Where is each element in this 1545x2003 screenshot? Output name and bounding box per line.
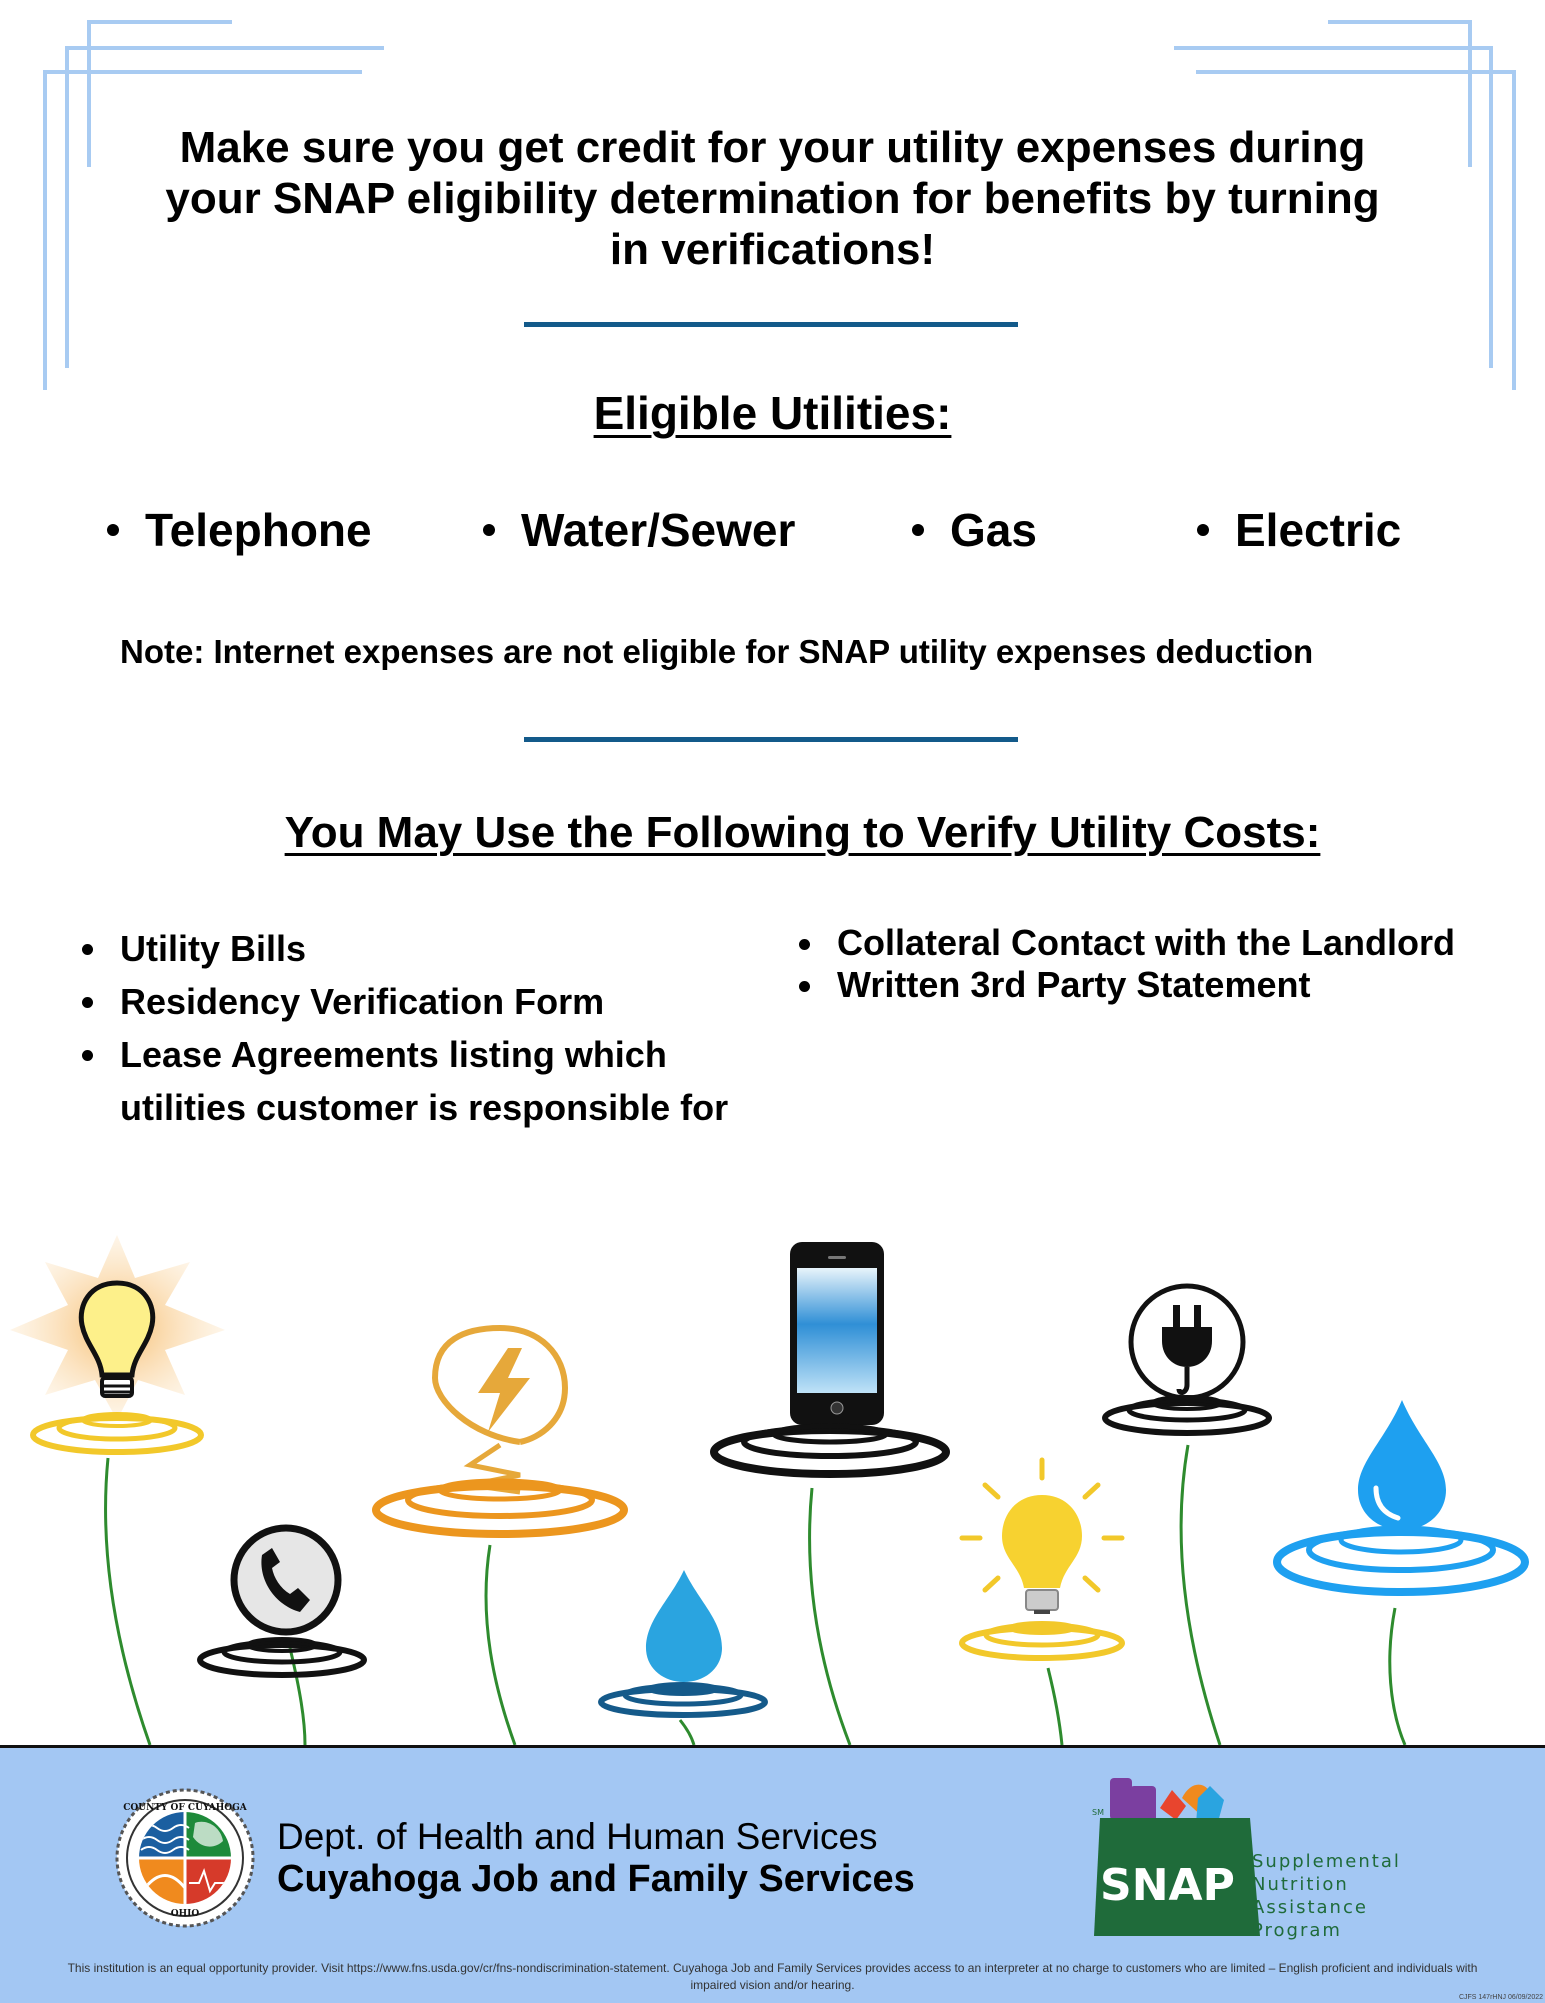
internet-note: Note: Internet expenses are not eligible for SNAP utility expenses deduction <box>120 633 1314 670</box>
seal-bottom-text: OHIO <box>170 1909 200 1919</box>
list-item: Residency Verification Form <box>82 975 782 1028</box>
county-seal-logo <box>115 1788 255 1928</box>
list-item: Utility Bills <box>82 922 782 975</box>
snap-word: Supplemental <box>1252 1851 1401 1872</box>
water-drop-icon <box>1277 1400 1525 1592</box>
snap-program-name <box>1252 1850 1401 1942</box>
eligible-utilities-heading: Eligible Utilities: <box>593 387 952 439</box>
utility-item-electric: Electric <box>1197 500 1401 560</box>
footer <box>0 1745 1545 2003</box>
divider-rule <box>524 737 1018 742</box>
verification-list-left <box>82 922 782 1134</box>
form-code: CJFS 147rHNJ 06/09/2022 <box>1458 1994 1543 2001</box>
utility-item-water-sewer: Water/Sewer <box>483 500 795 560</box>
phone-handset-icon <box>200 1528 364 1675</box>
dept-name: Dept. of Health and Human Services <box>277 1816 878 1857</box>
verification-list-right <box>799 922 1519 1006</box>
verify-heading: You May Use the Following to Verify Utility Costs: <box>284 808 1321 857</box>
water-drop-icon <box>601 1570 765 1715</box>
snap-word: Nutrition <box>1252 1874 1349 1895</box>
agency-name: Cuyahoga Job and Family Services <box>277 1858 915 1900</box>
utility-item-gas: Gas <box>912 500 1037 560</box>
headline: Make sure you get credit for your utility expenses during your SNAP eligibility determination for benefits by turning in verifications! <box>165 123 1380 274</box>
snap-word: Program <box>1252 1920 1342 1941</box>
list-item: Written 3rd Party Statement <box>799 964 1519 1006</box>
smartphone-icon <box>714 1242 946 1474</box>
nondiscrimination-statement: This institution is an equal opportunity provider. Visit https://www.fns.usda.gov/cr/fns-nondiscrimination-statement. Cuyahoga Job and Family Services provides access to an interpreter at no charge to customers who are limited – English proficient and individuals with impaired vision and/or hearing. <box>67 1961 1478 1992</box>
snap-logo <box>1090 1768 1270 1948</box>
glowing-bulb-icon <box>10 1235 225 1452</box>
snap-wordmark: SNAP <box>1100 1860 1235 1911</box>
plug-icon <box>1105 1286 1269 1433</box>
snap-word: Assistance <box>1252 1897 1368 1918</box>
snap-sm-mark: SM <box>1092 1808 1104 1817</box>
utility-item-telephone: Telephone <box>107 500 372 560</box>
lightning-icon <box>376 1328 624 1534</box>
list-item: Collateral Contact with the Landlord <box>799 922 1519 964</box>
utility-illustration <box>0 1225 1545 1745</box>
light-bulb-icon <box>962 1460 1122 1658</box>
divider-rule <box>524 322 1018 327</box>
list-item: Lease Agreements listing which utilities customer is responsible for <box>82 1028 782 1134</box>
seal-top-text: COUNTY OF CUYAHOGA <box>123 1803 247 1813</box>
